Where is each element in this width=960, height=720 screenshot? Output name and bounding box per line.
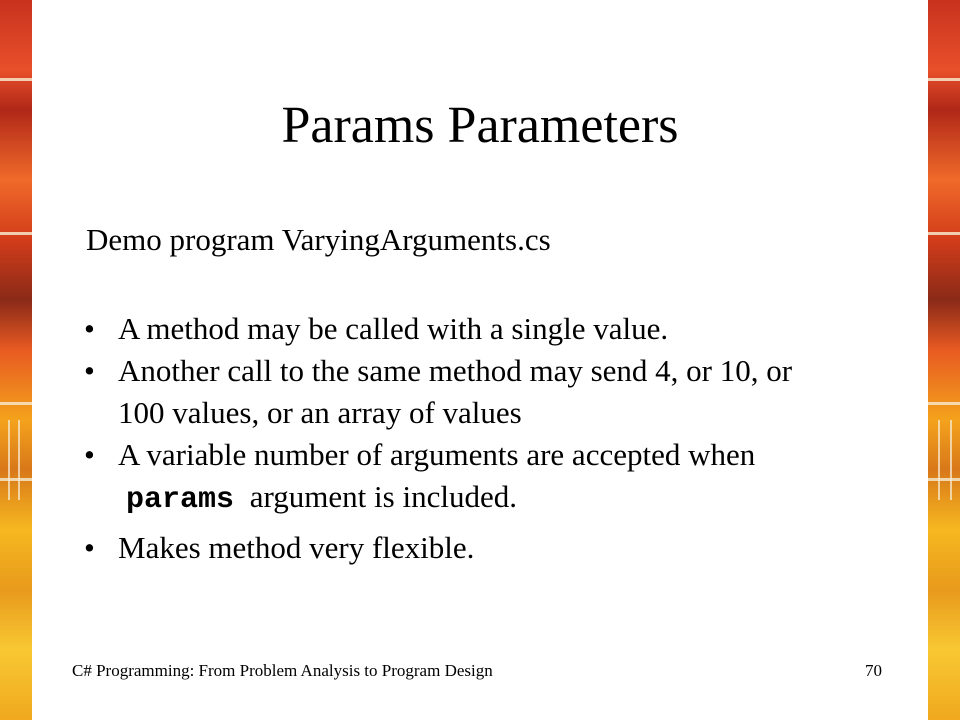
bullet-list	[84, 308, 844, 569]
bullet-text: Makes method very flexible.	[118, 530, 475, 565]
bullet-dot: •	[84, 353, 95, 388]
right-decorative-border	[928, 0, 960, 720]
bullet-item	[84, 350, 844, 434]
bullet-text: Another call to the same method may send 4, or 10, or 100 values, or an array of values	[118, 353, 793, 430]
slide-footer	[72, 660, 882, 686]
bullet-dot: •	[84, 437, 95, 472]
left-decorative-border	[0, 0, 32, 720]
bullet-text-before-code: A variable number of arguments are accepted when	[118, 437, 756, 472]
footer-page-number: 70	[865, 661, 882, 680]
bullet-dot: •	[84, 311, 95, 346]
bullet-text-after-code: argument is included.	[249, 479, 517, 514]
footer-book-title: C# Programming: From Problem Analysis to Program Design	[72, 661, 493, 680]
bullet-text: A method may be called with a single value.	[118, 311, 669, 346]
bullet-item	[84, 308, 844, 350]
bullet-dot: •	[84, 530, 95, 565]
slide-title: Params Parameters	[281, 97, 679, 154]
intro-text: Demo program VaryingArguments.cs	[86, 222, 551, 257]
bullet-item	[84, 527, 844, 569]
params-keyword: params	[126, 483, 235, 517]
bullet-item	[84, 434, 844, 521]
